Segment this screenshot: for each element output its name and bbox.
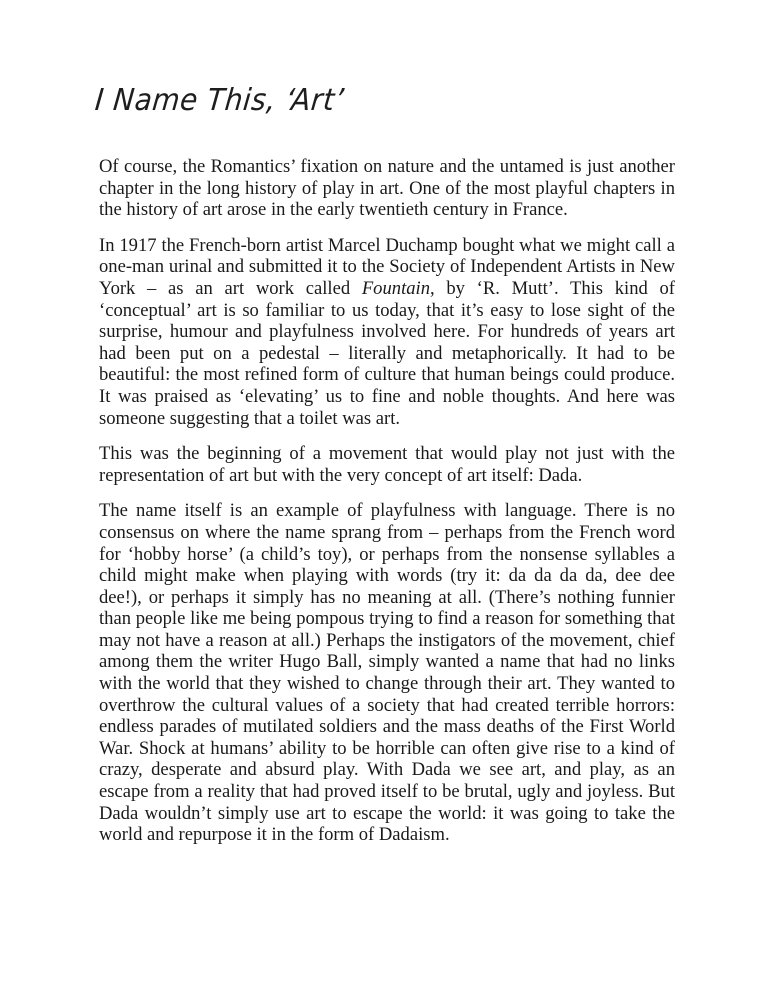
body-text	[99, 156, 675, 846]
paragraph-2-text-start: In 1917 the French-born artist Marcel Duchamp bought what we might call a one-man urinal and submitted it to the Society of Independent Artists in New York – as an art work called	[99, 234, 675, 299]
paragraph-2	[99, 235, 675, 429]
paragraph-1: Of course, the Romantics’ fixation on nature and the untamed is just another chapter in the long history of play in art. One of the most playful chapters in the history of art arose in the early twentieth century in France.	[99, 156, 675, 221]
paragraph-2-text-end: , by ‘R. Mutt’. This kind of ‘conceptual’ art is so familiar to us today, that it’s easy to lose sight of the surprise, humour and playfulness involved here. For hundreds of years art had been put on a pedestal – literally and metaphorically. It had to be beautiful: the most refined form of culture that human beings could produce. It was praised as ‘elevating’ us to fine and noble thoughts. And here was someone suggesting that a toilet was art.	[99, 277, 675, 429]
paragraph-4: The name itself is an example of playfulness with language. There is no consensus on where the name sprang from – perhaps from the French word for ‘hobby horse’ (a child’s toy), or perhaps from the nonsense syllables a child might make when playing with words (try it: da da da da, dee dee dee!), or perhaps it simply has no meaning at all. (There’s nothing funnier than people like me being pompous trying to find a reason for something that may not have a reason at all.) Perhaps the instigators of the movement, chief among them the writer Hugo Ball, simply wanted a name that had no links with the world that they wished to change through their art. They wanted to overthrow the cultural values of a society that had created terrible horrors: endless parades of mutilated soldiers and the mass deaths of the First World War. Shock at humans’ ability to be horrible can often give rise to a kind of crazy, desperate and absurd play. With Dada we see art, and play, as an escape from a reality that had proved itself to be brutal, ugly and joyless. But Dada wouldn’t simply use art to escape the world: it was going to take the world and repurpose it in the form of Dadaism.	[99, 500, 675, 846]
chapter-title: I Name This, ‘Art’	[93, 82, 346, 118]
artwork-title: Fountain	[361, 277, 431, 299]
paragraph-3: This was the beginning of a movement that would play not just with the representation of art but with the very concept of art itself: Dada.	[99, 443, 675, 486]
